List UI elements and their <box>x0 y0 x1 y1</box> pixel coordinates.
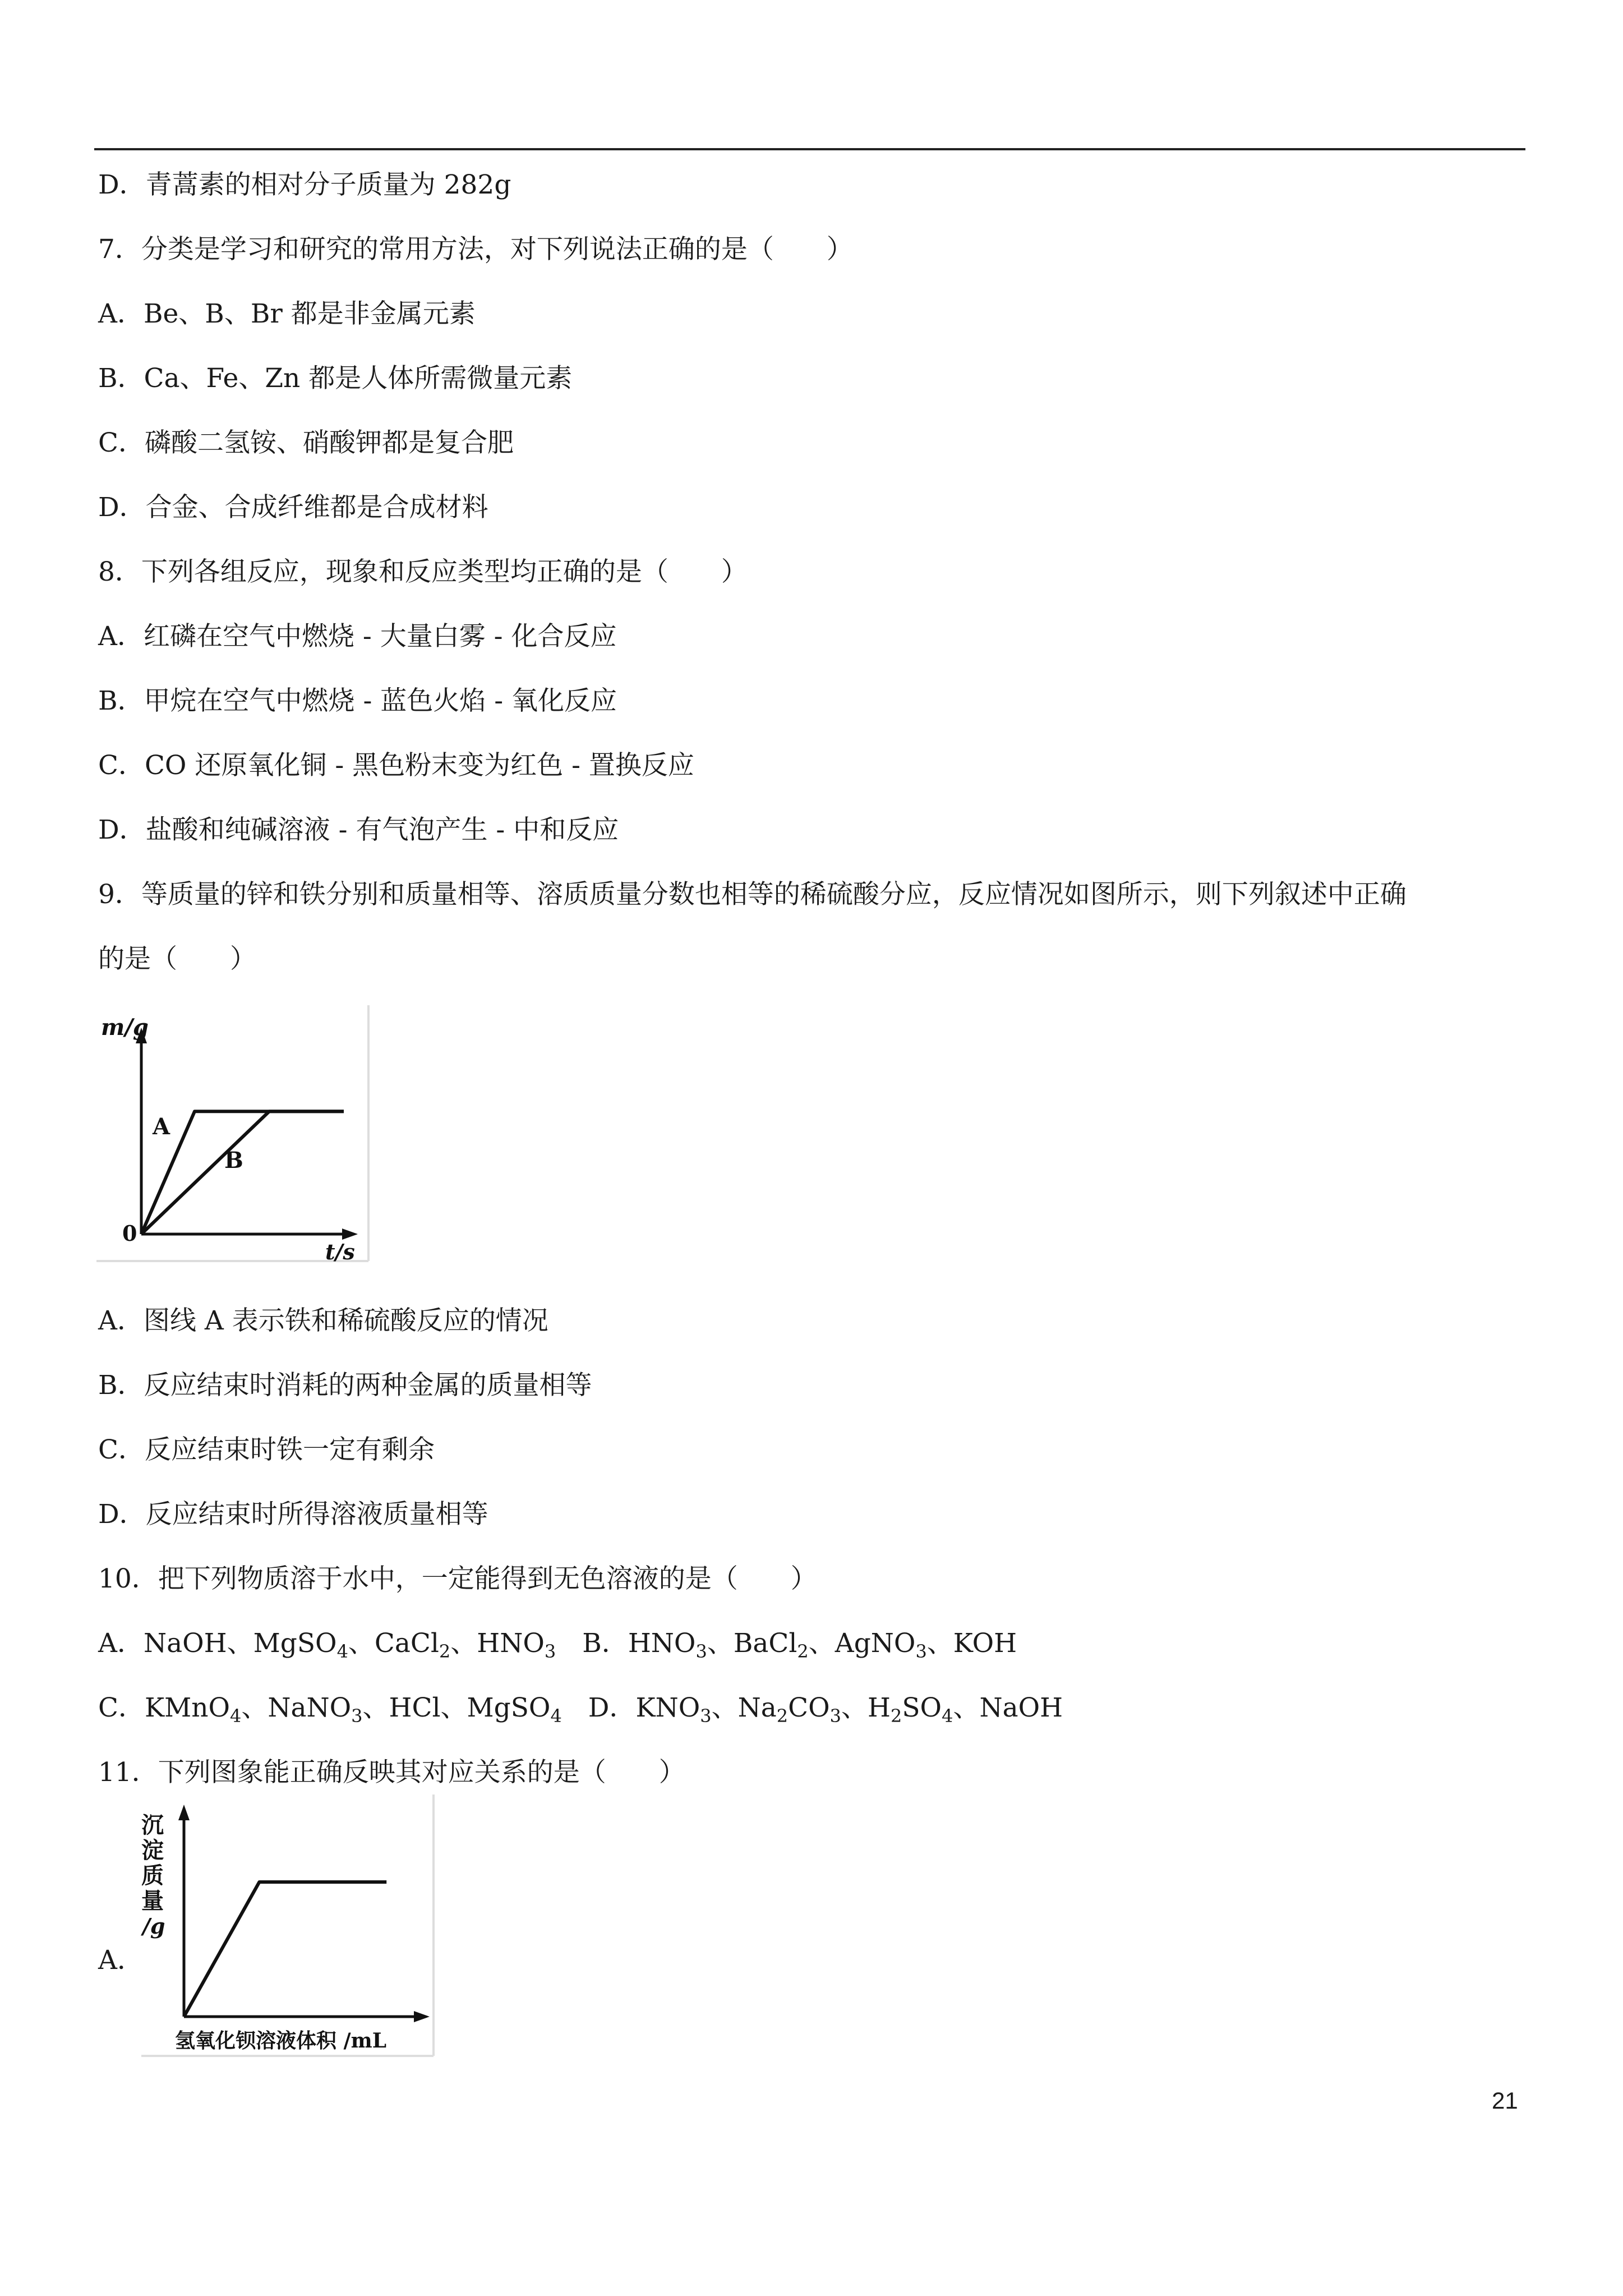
text-segment: A．NaOH、MgSO <box>98 1628 337 1659</box>
text-segment: 、HCl、MgSO <box>362 1692 551 1723</box>
text-line: B．Ca、Fe、Zn 都是人体所需微量元素 <box>98 363 573 394</box>
y-axis-label: m/g <box>101 1014 149 1041</box>
option-a-label: A． <box>98 1945 144 1976</box>
text-segment: CO <box>788 1692 830 1723</box>
subscript: 4 <box>230 1705 242 1727</box>
subscript: 3 <box>829 1705 841 1727</box>
text-line: C．CO 还原氧化铜 - 黑色粉末变为红色 - 置换反应 <box>98 750 694 781</box>
subscript: 3 <box>544 1641 556 1662</box>
text-segment: 、KOH <box>926 1628 1017 1659</box>
series-label-b: B <box>224 1147 243 1174</box>
text-segment: 、NaNO <box>241 1692 352 1723</box>
figure-precipitate-chart <box>139 1792 442 2062</box>
text-line: 7．分类是学习和研究的常用方法，对下列说法正确的是（ ） <box>98 234 853 265</box>
text-line: A．Be、B、Br 都是非金属元素 <box>98 298 476 329</box>
text-line: C．磷酸二氢铵、硝酸钾都是复合肥 <box>98 427 514 458</box>
text-segment: SO <box>902 1692 942 1723</box>
text-segment: B．HNO <box>556 1628 696 1659</box>
text-line: B．甲烷在空气中燃烧 - 蓝色火焰 - 氧化反应 <box>98 685 617 716</box>
series-line <box>184 1882 386 2017</box>
text-line: B．反应结束时消耗的两种金属的质量相等 <box>98 1370 592 1401</box>
subscript: 3 <box>915 1641 927 1662</box>
text-line: 的是（ ） <box>98 944 256 974</box>
subscript: 4 <box>942 1705 953 1727</box>
text-segment: 、HNO <box>450 1628 545 1659</box>
y-axis-label-char-2: 淀 <box>141 1837 164 1864</box>
text-segment: 、NaOH <box>953 1692 1063 1723</box>
text-segment: C．KMnO <box>98 1692 230 1723</box>
text-line: 9．等质量的锌和铁分别和质量相等、溶质质量分数也相等的稀硫酸分应，反应情况如图所示，则下列叙述中正确 <box>98 879 1407 910</box>
subscript: 2 <box>776 1705 789 1727</box>
x-axis-label: t/s <box>325 1239 355 1264</box>
text-segment: 、Na <box>711 1692 777 1723</box>
text-line <box>98 1627 1017 1668</box>
subscript: 3 <box>351 1705 363 1727</box>
y-axis-arrow <box>178 1805 190 1820</box>
text-line: 11．下列图象能正确反映其对应关系的是（ ） <box>98 1757 685 1788</box>
text-line: C．反应结束时铁一定有剩余 <box>98 1434 435 1465</box>
subscript: 2 <box>439 1641 451 1662</box>
text-line: 10．把下列物质溶于水中，一定能得到无色溶液的是（ ） <box>98 1563 817 1594</box>
figure-zinc-iron-reaction <box>95 1004 376 1268</box>
text-segment: 、CaCl <box>348 1628 439 1659</box>
subscript: 2 <box>891 1705 902 1727</box>
y-axis-label-char-5: /g <box>142 1913 165 1939</box>
text-segment: 、H <box>841 1692 891 1723</box>
text-segment: 、AgNO <box>808 1628 916 1659</box>
origin-label: 0 <box>122 1221 137 1246</box>
y-axis-label-char-1: 沉 <box>141 1812 164 1838</box>
series-label-a: A <box>153 1114 170 1140</box>
text-line: D．盐酸和纯碱溶液 - 有气泡产生 - 中和反应 <box>98 815 619 845</box>
subscript: 3 <box>695 1641 707 1662</box>
subscript: 4 <box>550 1705 562 1727</box>
x-axis-label: 氢氧化钡溶液体积 /mL <box>175 2029 387 2053</box>
text-line: A．红磷在空气中燃烧 - 大量白雾 - 化合反应 <box>98 621 617 652</box>
subscript: 2 <box>797 1641 809 1662</box>
x-axis-arrow <box>414 2011 430 2022</box>
y-axis-label-char-3: 质 <box>141 1862 164 1889</box>
y-axis-label-char-4: 量 <box>141 1888 164 1914</box>
text-line: D．青蒿素的相对分子质量为 282g <box>98 169 511 200</box>
text-line: D．反应结束时所得溶液质量相等 <box>98 1499 488 1530</box>
text-line: A．图线 A 表示铁和稀硫酸反应的情况 <box>98 1305 548 1336</box>
page-number: 21 <box>1492 2087 1518 2114</box>
text-segment: D．KNO <box>561 1692 700 1723</box>
x-axis-arrow <box>342 1228 358 1240</box>
header-rule <box>94 148 1525 150</box>
text-line: 8．下列各组反应，现象和反应类型均正确的是（ ） <box>98 556 748 587</box>
text-line <box>98 1691 1063 1733</box>
subscript: 4 <box>336 1641 348 1662</box>
text-line: D．合金、合成纤维都是合成材料 <box>98 492 488 523</box>
subscript: 3 <box>700 1705 712 1727</box>
text-segment: 、BaCl <box>707 1628 797 1659</box>
